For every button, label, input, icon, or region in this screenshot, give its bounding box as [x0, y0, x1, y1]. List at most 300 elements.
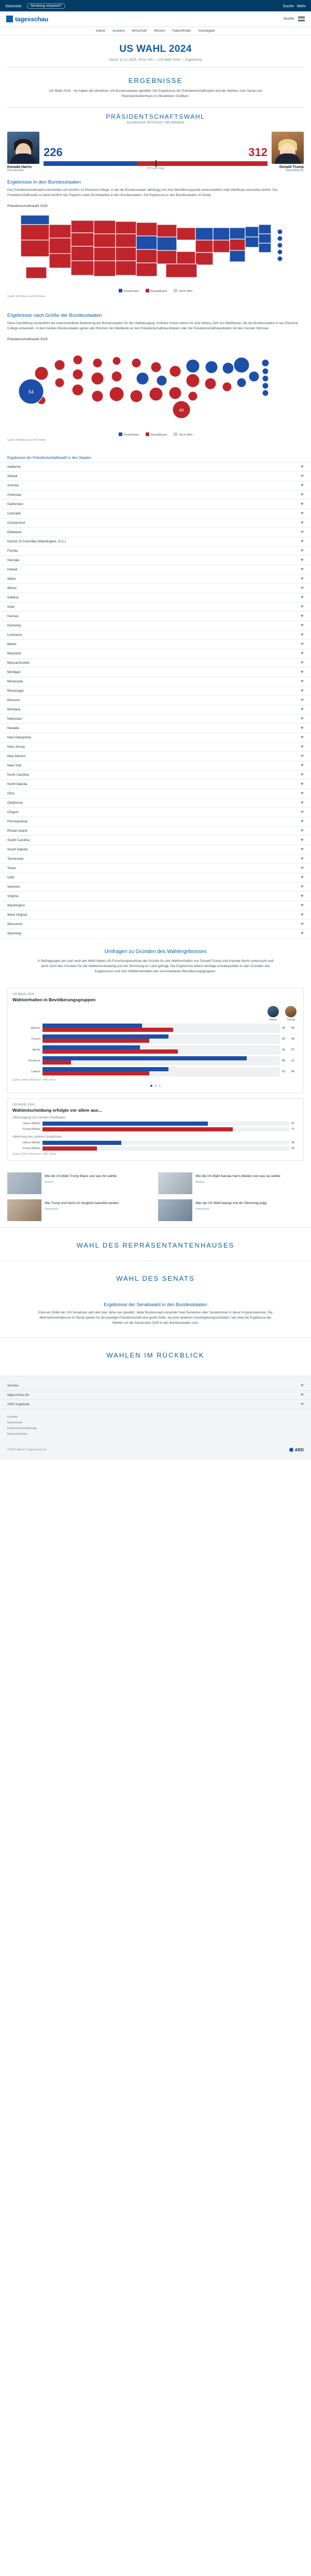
- chevron-down-icon: [301, 662, 304, 664]
- legend2-democrats: Demokraten: [119, 432, 139, 437]
- motivation-value: 77: [291, 1128, 295, 1131]
- card2-group1-label: Überzeugung von meinem Kandidaten: [12, 1116, 66, 1119]
- nav-item-faktenfinder[interactable]: Faktenfinder: [172, 29, 191, 33]
- state-accordion-label: Michigan: [7, 670, 21, 674]
- state-accordion-item[interactable]: [0, 584, 311, 593]
- teaser-title: Wie Trump und Harris im Vergleich beachtet werden: [45, 1201, 119, 1205]
- state-accordion-label: Colorado: [7, 511, 21, 515]
- chevron-down-icon: [301, 680, 304, 682]
- chevron-down-icon: [301, 671, 304, 673]
- chevron-down-icon: [301, 904, 304, 906]
- senate-heading: WAHL DES SENATS: [116, 1275, 195, 1282]
- state-accordion-label: Maine: [7, 642, 17, 646]
- demographic-bar-row: [12, 1045, 299, 1055]
- footer-section-label-1: tagesschau.de: [7, 1393, 30, 1397]
- harris-value: 42: [282, 1027, 286, 1030]
- nav-item-wissen[interactable]: Wissen: [154, 29, 165, 33]
- state-accordion-item[interactable]: [0, 472, 311, 481]
- chevron-down-icon: [301, 606, 304, 608]
- motivation-bar-row: [12, 1146, 299, 1151]
- state-accordion-item[interactable]: [0, 929, 311, 939]
- state-accordion-item[interactable]: [0, 519, 311, 528]
- harris-bar: [43, 1056, 247, 1060]
- motivation-track: [43, 1127, 289, 1131]
- ard-logo[interactable]: [289, 1448, 304, 1452]
- chevron-down-icon: [301, 643, 304, 645]
- candidate-harris-party: Demokraten: [7, 169, 24, 173]
- motivation-track: [43, 1122, 289, 1126]
- state-accordion-label: Minnesota: [7, 679, 23, 683]
- page-title: US WAHL 2024: [119, 44, 192, 54]
- chevron-down-icon: [301, 876, 304, 878]
- state-accordion-item[interactable]: [0, 481, 311, 491]
- map-states-title: Ergebnisse in den Bundesstaaten: [7, 179, 81, 186]
- chevron-down-icon: [301, 923, 304, 925]
- state-accordion-item[interactable]: [0, 500, 311, 509]
- teaser-item[interactable]: [158, 1172, 304, 1194]
- teaser-item[interactable]: [158, 1199, 304, 1221]
- candidate-banner: [0, 129, 311, 172]
- state-accordion-label: Kalifornien: [7, 502, 23, 506]
- chevron-down-icon: [301, 690, 304, 692]
- ard-logo-label: ARD: [294, 1447, 304, 1452]
- chevron-down-icon: [301, 512, 304, 514]
- motivation-bar: [43, 1146, 97, 1151]
- card1-kicker: US-WAHL 2024: [12, 993, 35, 996]
- chevron-down-icon: [301, 531, 304, 533]
- state-accordion-item[interactable]: [0, 827, 311, 836]
- state-accordion-label: Wisconsin: [7, 922, 23, 926]
- state-accordion-item[interactable]: [0, 556, 311, 565]
- chevron-down-icon: [301, 568, 304, 570]
- nav-item-wirtschaft[interactable]: Wirtschaft: [132, 29, 147, 33]
- majority-label: 270 zum Sieg: [147, 167, 164, 171]
- state-accordion-label: Wyoming: [7, 931, 22, 935]
- chevron-down-icon: [301, 755, 304, 757]
- state-accordion-item[interactable]: [0, 817, 311, 827]
- teaser-meta: Analyse: [195, 1180, 205, 1184]
- map-states-block: [0, 172, 311, 305]
- state-accordion-label: Alabama: [7, 465, 21, 469]
- state-accordion-item[interactable]: [0, 593, 311, 603]
- state-accordion-item[interactable]: [0, 640, 311, 649]
- trump-bar: [43, 1071, 149, 1075]
- state-accordion-item[interactable]: [0, 537, 311, 547]
- state-accordion-label: Utah: [7, 875, 15, 879]
- motivation-bar: [43, 1127, 233, 1131]
- demographic-label: Latinos: [31, 1070, 40, 1073]
- state-accordion-item[interactable]: [0, 612, 311, 621]
- chevron-down-icon: [301, 820, 304, 822]
- demographic-track: [43, 1034, 280, 1044]
- state-accordion-item[interactable]: [0, 547, 311, 556]
- state-accordion-label: Maryland: [7, 651, 21, 655]
- footer-link-impressum[interactable]: Impressum: [7, 1421, 22, 1424]
- state-accordion-label: Washington: [7, 903, 25, 907]
- state-accordion-label: Massachusetts: [7, 661, 30, 665]
- chevron-down-icon: [301, 839, 304, 841]
- presidential-heading: PRÄSIDENTSCHAFTSWAHL: [106, 113, 205, 121]
- motivation-label: Harris-Wähler: [23, 1141, 40, 1144]
- state-accordion-label: Arizona: [7, 483, 19, 487]
- house-section: [0, 1227, 311, 1261]
- motivation-bar: [43, 1141, 121, 1145]
- logo-square-icon: [6, 16, 13, 22]
- state-accordion-item[interactable]: [0, 724, 311, 733]
- state-accordion-label: Oregon: [7, 810, 19, 814]
- chevron-down-icon: [301, 886, 304, 888]
- motivation-bar: [43, 1122, 208, 1126]
- motivation-track: [43, 1146, 289, 1151]
- nav-item-ausland[interactable]: Ausland: [112, 29, 125, 33]
- state-accordion-label: Ohio: [7, 791, 15, 795]
- state-accordion-item[interactable]: [0, 752, 311, 761]
- site-header: [0, 11, 311, 27]
- svg-text:40: 40: [179, 408, 184, 413]
- states-accordion: [0, 462, 311, 939]
- state-accordion-label: Oklahoma: [7, 801, 23, 805]
- chevron-down-icon: [301, 652, 304, 654]
- topbar-item-1[interactable]: Sendung verpasst?: [27, 3, 65, 9]
- senate-text-body: Etwa ein Drittel der 100 Senatoren wird alle zwei Jahre neu gewählt. Jeder Bundesstaat entsendet zwei Senatoren oder Senatorinnen in diese Kongresskammer. Die Mehrheitsverhältnisse im Senat spielen für die jeweilige Präsidentschaft eine große Rolle, da unter anderem Gesetzgebungsvorhaben, wie etwa die Ergebnisse der Wahlen um die Senatssitze 2024 in den Bundesstaaten sind.: [38, 1311, 273, 1325]
- topbar: [0, 0, 311, 11]
- brand-logo[interactable]: [6, 16, 48, 23]
- state-accordion-item[interactable]: [0, 761, 311, 771]
- state-accordion-item[interactable]: [0, 696, 311, 705]
- trump-value: 45: [291, 1070, 295, 1073]
- chevron-down-icon: [301, 811, 304, 813]
- state-accordion-item[interactable]: [0, 575, 311, 584]
- teaser-item[interactable]: [7, 1172, 153, 1194]
- house-heading: WAHL DES REPRÄSENTANTENHAUSES: [76, 1241, 235, 1249]
- footer-section-ard[interactable]: [0, 1400, 311, 1409]
- demographic-bar-row: [12, 1024, 299, 1033]
- teaser-item[interactable]: [7, 1199, 153, 1221]
- state-accordion-item[interactable]: [0, 845, 311, 855]
- footer-link-datenschutz[interactable]: Datenschutzerklärung: [7, 1426, 37, 1430]
- map-states-legend: [7, 289, 304, 293]
- state-accordion-item[interactable]: [0, 892, 311, 901]
- motivation-bar-row: [12, 1127, 299, 1131]
- state-accordion-label: Idaho: [7, 577, 16, 581]
- state-accordion-item[interactable]: [0, 649, 311, 659]
- motivation-bar-row: [12, 1122, 299, 1126]
- state-accordion-item[interactable]: [0, 565, 311, 575]
- state-accordion-label: Pennsylvania: [7, 819, 27, 823]
- map-states-text: Das Präsidentschaftswahl entscheidet sich letztlich im Electoral College. In der die Bundesstaaten abhängig von ihrer Bevölkerungszahl unterschiedlich viele Wahlleute entsenden dürfen. Die Präsidentschaftswahl ist damit letztlich das Ergebnis vieler Einzelwahlen in den Bundesstaaten. Die Ergebnisse in den Bundesstaaten im Detail.: [7, 188, 278, 198]
- teaser-thumbnail: [7, 1172, 41, 1194]
- state-accordion-label: Mississippi: [7, 689, 24, 693]
- state-accordion-label: Indiana: [7, 595, 19, 599]
- chevron-down-icon: [301, 718, 304, 720]
- brand-primary: tages: [15, 15, 31, 23]
- trump-value: 57: [291, 1048, 295, 1052]
- map-size-source: Quelle: AP/Edison via AP-Partner: [7, 438, 46, 442]
- state-accordion-item[interactable]: [0, 743, 311, 752]
- state-accordion-item[interactable]: [0, 789, 311, 799]
- footer-section-service[interactable]: [0, 1381, 311, 1391]
- chevron-down-icon: [301, 559, 304, 561]
- chevron-down-icon: [301, 708, 304, 710]
- legend2-open: Noch offen: [174, 432, 193, 437]
- state-accordion-label: Connecticut: [7, 521, 25, 525]
- demographic-bar-row: [12, 1034, 299, 1044]
- state-accordion-item[interactable]: [0, 705, 311, 715]
- footer-link-barrierefreiheit[interactable]: Barrierefreiheit: [7, 1432, 27, 1436]
- senate-text-section: [0, 1294, 311, 1337]
- state-accordion-item[interactable]: [0, 509, 311, 519]
- state-accordion-label: Virginia: [7, 894, 19, 898]
- chevron-down-icon: [301, 540, 304, 542]
- chevron-down-icon: [301, 699, 304, 701]
- map-size-block: [0, 305, 311, 449]
- us-map-bubbles[interactable]: [7, 342, 304, 430]
- state-accordion-item[interactable]: [0, 808, 311, 817]
- state-accordion-label: Hawaii: [7, 567, 18, 571]
- senate-text-heading: Ergebnisse der Senatswahl in den Bundesstaaten: [104, 1302, 207, 1307]
- motivation-label: Trump-Wähler: [22, 1128, 40, 1131]
- state-accordion-item[interactable]: [0, 491, 311, 500]
- topbar-search-label[interactable]: Suche: [282, 3, 294, 8]
- menu-icon[interactable]: [298, 17, 305, 21]
- teaser-title: Wie die US-Wahl Kamala Harris Medien und was sie wählte: [195, 1174, 280, 1178]
- state-accordion-item[interactable]: [0, 528, 311, 537]
- state-accordion-label: Montana: [7, 707, 21, 711]
- nav-item-investigativ[interactable]: Investigativ: [198, 29, 216, 33]
- state-accordion-item[interactable]: [0, 631, 311, 640]
- state-accordion-label: Kentucky: [7, 623, 21, 627]
- harris-bar: [43, 1034, 168, 1039]
- chevron-down-icon: [301, 624, 304, 626]
- chevron-down-icon: [301, 746, 304, 748]
- footer-copyright: © ARD-aktuell / tagesschau.de: [7, 1448, 46, 1452]
- motivation-label: Trump-Wähler: [22, 1147, 40, 1150]
- state-accordion-label: New Hampshire: [7, 735, 32, 739]
- state-accordion-item[interactable]: [0, 668, 311, 677]
- state-accordion-item[interactable]: [0, 733, 311, 743]
- main-nav: [0, 27, 311, 35]
- trump-electoral-votes: 312: [248, 146, 267, 159]
- chevron-down-icon: [301, 830, 304, 832]
- state-accordion-item[interactable]: [0, 621, 311, 631]
- avatar-trump: [272, 132, 304, 164]
- survey-card-demographics: [7, 988, 304, 1093]
- chevron-down-icon: [301, 792, 304, 794]
- state-accordion-label: New York: [7, 763, 22, 767]
- header-search-label[interactable]: Suche: [284, 17, 294, 21]
- trump-value: 45: [291, 1038, 295, 1041]
- trump-value: 55: [291, 1027, 295, 1030]
- trump-bar: [43, 1060, 71, 1065]
- surveys-intro: In Befragungen am und nach der Wahl haben US-Forschungsinstitute die Gründe für das Wahlverhalten von Donald Trump und Kamala Harris untersucht und auch nach den Gründen für die Wahlentscheidung und die Stimmung im Land gefragt. Die Ergebnisse liefern wichtige Anhaltspunkte zu den Gründen des Ergebnisses und zum Wählerverhalten der verschiedenen Bevölkerungsgruppen.: [37, 959, 274, 973]
- chevron-down-icon: [301, 914, 304, 916]
- senate-section: [0, 1261, 311, 1294]
- state-accordion-item[interactable]: [0, 836, 311, 845]
- state-accordion-label: West Virginia: [7, 913, 27, 917]
- survey-card-motivation: [7, 1098, 304, 1161]
- motivation-bar-row: [12, 1141, 299, 1145]
- card2-source: Quelle: Edison Research / NBC News: [12, 1153, 56, 1156]
- state-accordion-item[interactable]: [0, 883, 311, 892]
- state-accordion-item[interactable]: [0, 920, 311, 929]
- map-size-legend: [7, 432, 304, 437]
- review-section: [0, 1337, 311, 1370]
- results-intro: US-Wahl 2024 - So haben die einzelnen US-Bundesstaaten gewählt: Die Ergebnisse der Präsidentschaftswahl und der Wahlen zum Senat und Repräsentantenhaus in interaktiven Grafiken.: [49, 89, 262, 99]
- state-accordion-label: South Carolina: [7, 838, 30, 842]
- chevron-down-icon: [301, 895, 304, 897]
- state-accordion-label: North Dakota: [7, 782, 27, 786]
- harris-value: 53: [282, 1070, 286, 1073]
- state-accordion-label: New Mexico: [7, 754, 26, 758]
- teaser-thumbnail: [158, 1199, 192, 1221]
- state-accordion-label: North Carolina: [7, 773, 29, 777]
- state-accordion-label: Missouri: [7, 698, 20, 702]
- teaser-thumbnail: [158, 1172, 192, 1194]
- state-accordion-label: New Jersey: [7, 745, 25, 749]
- review-heading: WAHLEN IM RÜCKBLICK: [106, 1351, 205, 1359]
- teaser-meta: Hintergrund: [195, 1207, 209, 1211]
- card-carousel-dots[interactable]: [12, 1082, 299, 1088]
- chevron-down-icon: [301, 578, 304, 580]
- state-accordion-item[interactable]: [0, 911, 311, 920]
- motivation-value: 67: [291, 1122, 295, 1125]
- demographic-label: Weiße: [32, 1048, 40, 1052]
- candidate-trump-name: Donald Trump: [279, 165, 304, 170]
- harris-bar: [43, 1024, 142, 1028]
- state-accordion-label: Vermont: [7, 885, 20, 889]
- legend2-republicans: Republikaner: [146, 432, 167, 437]
- state-accordion-label: Tennessee: [7, 857, 24, 861]
- card2-title: Wahlentscheidung erfolgte vor allem aus...: [12, 1108, 102, 1113]
- state-accordion-label: Iowa: [7, 605, 15, 609]
- legend-republicans: Republikaner: [146, 289, 167, 293]
- state-accordion-label: Nebraska: [7, 717, 22, 721]
- us-map-states[interactable]: [7, 209, 304, 287]
- chevron-down-icon: [301, 466, 304, 468]
- map-size-text: Diese Darstellung verdeutlicht die unterschiedliche Bedeutung der Bundesstaaten für den Wahlausgang: Größere Kreise stehen für eine höhere Zahl von Wahlleuten, die die Bundesstaaten in das Electoral College entsenden. In den meisten Bundesstaaten gehen alle Stimmen der Wahlleute an den Präsidentschaftskandidaten oder die Präsidentschaftskandidatin mit den meisten Stimmen.: [7, 321, 298, 330]
- state-accordion-item[interactable]: [0, 901, 311, 911]
- state-accordion-label: Texas: [7, 866, 16, 870]
- demographic-bar-row: [12, 1056, 299, 1066]
- state-accordion-item[interactable]: [0, 659, 311, 668]
- state-accordion-item[interactable]: [0, 603, 311, 612]
- chevron-down-icon: [301, 736, 304, 738]
- chevron-down-icon: [301, 634, 304, 636]
- electoral-count: [39, 146, 272, 172]
- chevron-down-icon: [301, 848, 304, 850]
- map-states-source: Quelle: AP/Edison via AP-Partner: [7, 295, 46, 298]
- candidate-trump-party: Republikaner: [285, 169, 304, 173]
- state-accordion-item[interactable]: [0, 780, 311, 789]
- state-accordion-item[interactable]: [0, 864, 311, 873]
- card1-column-heads: [12, 1006, 299, 1021]
- map-size-title: Ergebnisse nach Größe der Bundesstaaten: [7, 312, 102, 318]
- state-accordion-item[interactable]: [0, 463, 311, 472]
- card1-head-harris: Harris: [267, 1006, 279, 1021]
- chevron-down-icon: [301, 1384, 304, 1387]
- chevron-down-icon: [301, 774, 304, 776]
- legend-open: Noch offen: [174, 289, 193, 293]
- motivation-track: [43, 1141, 289, 1145]
- legend-democrats: Demokraten: [119, 289, 139, 293]
- demographic-track: [43, 1024, 280, 1033]
- demographic-label: Männer: [31, 1027, 40, 1030]
- chevron-down-icon: [301, 522, 304, 524]
- state-accordion-item[interactable]: [0, 715, 311, 724]
- card2-bars-group2: [12, 1141, 299, 1151]
- chevron-down-icon: [301, 475, 304, 477]
- state-accordion-label: Delaware: [7, 530, 22, 534]
- motivation-label: Harris-Wähler: [23, 1122, 40, 1125]
- footer-section-label-0: Service: [7, 1383, 19, 1388]
- demographic-label: Schwarze: [27, 1059, 40, 1062]
- state-accordion-item[interactable]: [0, 799, 311, 808]
- trump-bar: [43, 1028, 173, 1032]
- chevron-down-icon: [301, 587, 304, 589]
- map-size-label: Präsidentschaftswahl 2024: [7, 337, 48, 341]
- nav-item-inland[interactable]: Inland: [95, 29, 105, 33]
- card1-title: Wahlverhalten in Bevölkerungsgruppen: [12, 997, 96, 1002]
- results-heading: ERGEBNISSE: [128, 77, 183, 85]
- chevron-down-icon: [301, 484, 304, 486]
- footer-section-label-2: ARD Angebote: [7, 1402, 30, 1406]
- page-kicker: Stand: 12.11.2024, 09:41 Uhr — US-Wahl 2024 — Ergebnisse: [109, 58, 202, 62]
- footer-link-kontakt[interactable]: Kontakt: [7, 1415, 18, 1419]
- state-accordion-label: Rhode Island: [7, 829, 27, 833]
- surveys-heading: Umfragen zu Gründen des Wahlergebnisses: [104, 948, 207, 955]
- topbar-more-label[interactable]: Mehr: [296, 3, 306, 8]
- chevron-down-icon: [301, 727, 304, 729]
- harris-value: 86: [282, 1059, 286, 1062]
- teaser-grid: [0, 1166, 311, 1227]
- state-accordion-item[interactable]: [0, 687, 311, 696]
- footer-section-tagesschau[interactable]: [0, 1391, 311, 1400]
- site-footer: [0, 1376, 311, 1460]
- motivation-value: 32: [291, 1141, 295, 1144]
- chevron-down-icon: [301, 932, 304, 934]
- harris-value: 41: [282, 1048, 286, 1052]
- chevron-down-icon: [301, 615, 304, 617]
- harris-bar: [43, 1067, 168, 1071]
- state-accordion-label: Georgia: [7, 558, 20, 562]
- teaser-thumbnail: [7, 1199, 41, 1221]
- trump-bar: [43, 1039, 149, 1043]
- card2-bars-group1: [12, 1122, 299, 1131]
- trump-bar: [43, 1049, 178, 1054]
- demographic-bar-row: [12, 1067, 299, 1076]
- demographic-track: [43, 1056, 280, 1066]
- state-accordion-label: Illinois: [7, 586, 17, 590]
- state-accordion-item[interactable]: [0, 771, 311, 780]
- teaser-title: Wie die US-Wahl Trump Bilanz und was ihn wählte: [45, 1174, 117, 1178]
- chevron-down-icon-3: [301, 1403, 304, 1405]
- state-accordion-item[interactable]: [0, 855, 311, 864]
- topbar-item-0[interactable]: Startseite: [5, 3, 22, 8]
- demographic-label: Frauen: [31, 1038, 40, 1041]
- card1-source: Quelle: Edison Research / NBC News: [12, 1079, 56, 1082]
- card1-bars: [12, 1024, 299, 1076]
- state-accordion-item[interactable]: [0, 873, 311, 883]
- state-accordion-label: Kansas: [7, 614, 19, 618]
- chevron-down-icon: [301, 494, 304, 496]
- state-accordion-label: District of Columbia (Washington, D.C.): [7, 539, 66, 543]
- svg-text:54: 54: [28, 389, 34, 395]
- presidential-subheading: Auszählstand: 99 Prozent / 538 Wahlleute: [126, 121, 185, 125]
- card2-group2-label: Ablehnung des anderen Kandidaten: [12, 1136, 62, 1139]
- state-accordion-item[interactable]: [0, 677, 311, 687]
- candidate-harris: [7, 132, 39, 172]
- chevron-down-icon-2: [301, 1394, 304, 1396]
